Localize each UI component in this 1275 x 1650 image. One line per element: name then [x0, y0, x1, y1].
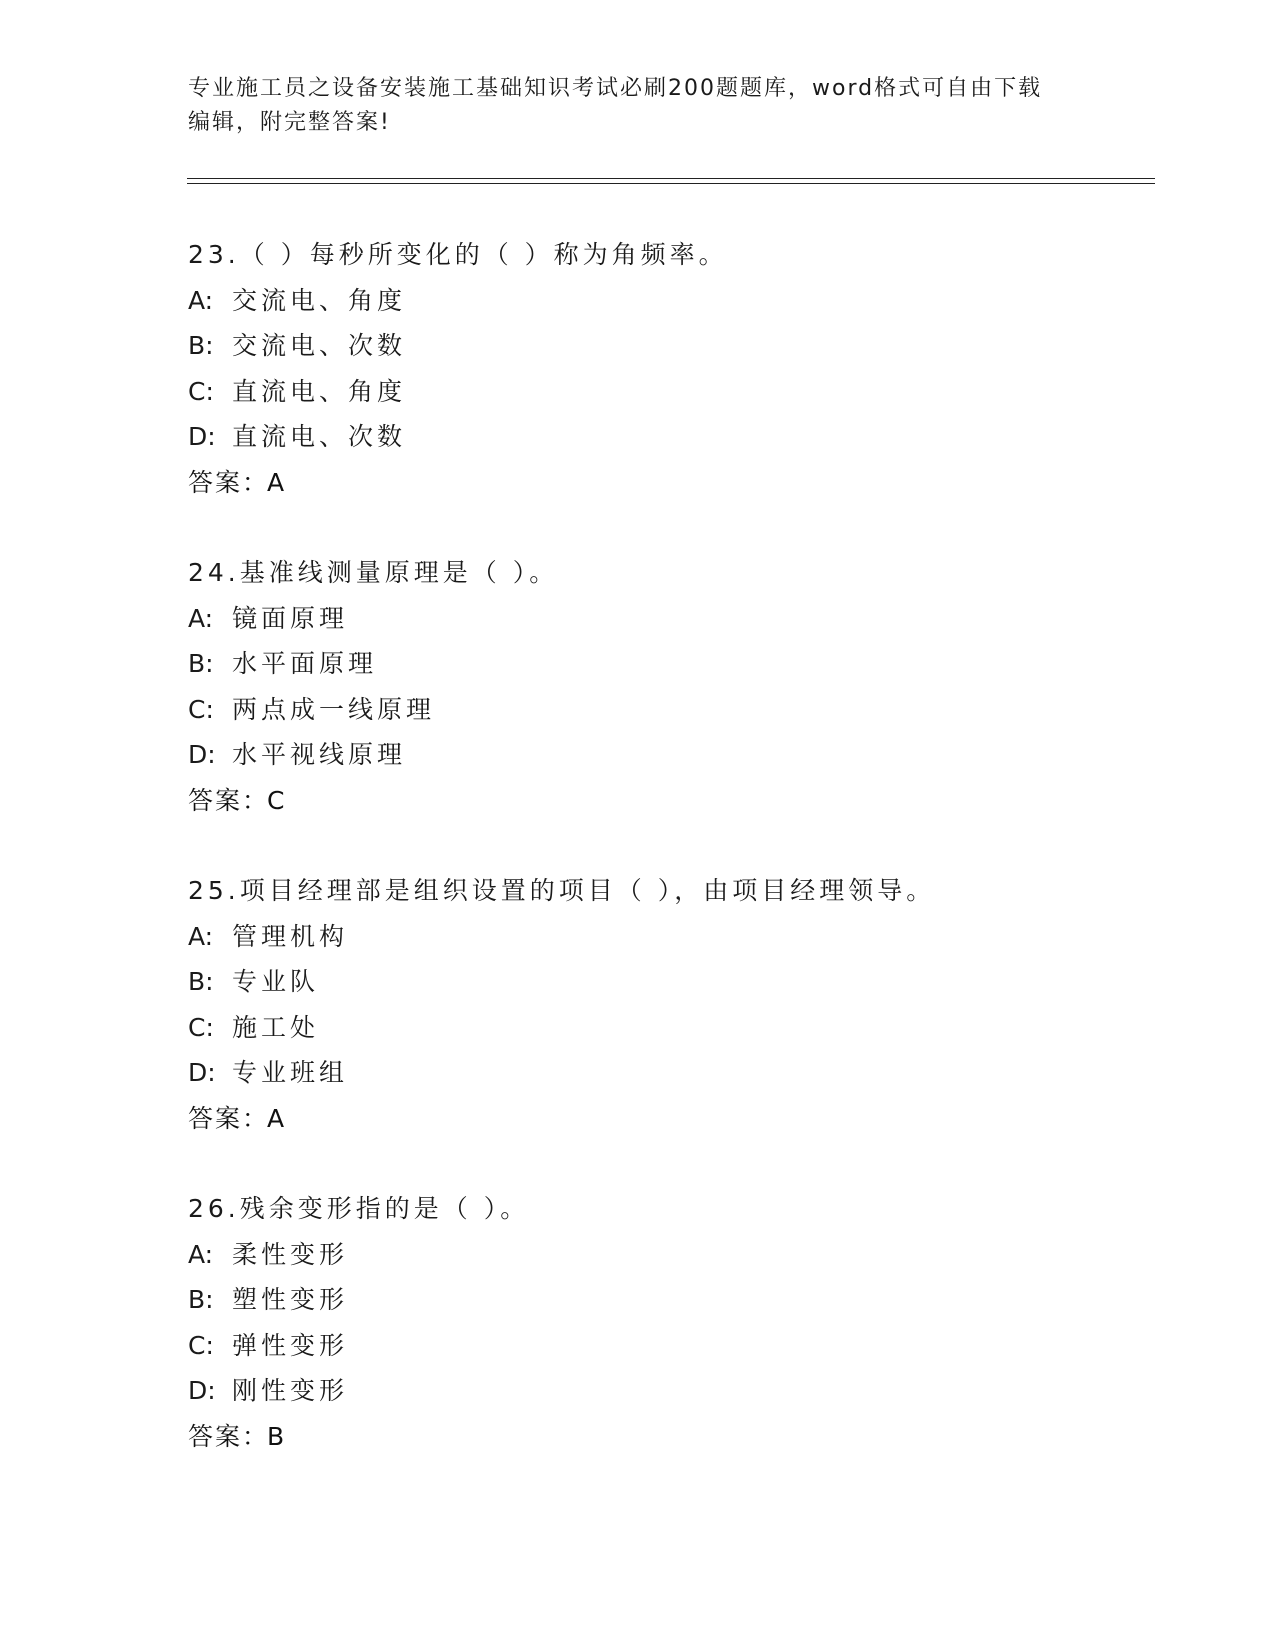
option-text: 管理机构	[232, 921, 349, 951]
option-d	[188, 1050, 1148, 1096]
answer-value: C	[267, 785, 285, 815]
answer-separator: ：	[242, 785, 268, 815]
option-text: 塑性变形	[232, 1285, 349, 1314]
option-text: 刚性变形	[232, 1376, 349, 1405]
question-23	[188, 232, 1148, 505]
answer-label: 答案	[188, 467, 243, 497]
option-letter: B:	[188, 1285, 214, 1314]
answer-line	[188, 778, 1148, 824]
option-text: 交流电、次数	[232, 331, 407, 360]
question-title: 24.基准线测量原理是（ ）。	[188, 558, 559, 587]
answer-separator: ：	[242, 467, 268, 497]
option-text: 镜面原理	[232, 603, 349, 633]
question-title: 25.项目经理部是组织设置的项目（ ），由项目经理领导。	[188, 876, 936, 905]
option-letter: A:	[188, 603, 214, 633]
option-b	[188, 641, 1148, 687]
option-letter: C:	[188, 1012, 214, 1042]
option-letter: D:	[188, 1376, 216, 1405]
option-text: 弹性变形	[232, 1330, 349, 1360]
option-letter: C:	[188, 1330, 214, 1360]
option-b	[188, 1277, 1148, 1323]
answer-label: 答案	[188, 785, 243, 815]
header-divider-bottom	[187, 183, 1155, 184]
header-line-1: 专业施工员之设备安装施工基础知识考试必刷200题题库，word格式可自由下载	[188, 76, 1043, 101]
question-title: 23.（ ）每秒所变化的（ ）称为角频率。	[188, 240, 728, 269]
option-text: 专业队	[232, 967, 320, 996]
option-letter: D:	[188, 422, 216, 451]
answer-line	[188, 1414, 1148, 1460]
option-text: 柔性变形	[232, 1239, 349, 1269]
option-d	[188, 1368, 1148, 1414]
option-letter: C:	[188, 694, 214, 724]
option-text: 两点成一线原理	[232, 694, 436, 724]
answer-value: A	[267, 1103, 285, 1133]
answer-label: 答案	[188, 1421, 243, 1451]
option-c	[188, 687, 1148, 733]
option-b	[188, 323, 1148, 369]
option-a	[188, 278, 1148, 324]
question-24	[188, 550, 1148, 823]
option-text: 水平面原理	[232, 649, 378, 678]
question-title: 26.残余变形指的是（ ）。	[188, 1194, 530, 1223]
option-text: 直流电、角度	[232, 376, 407, 406]
option-d	[188, 732, 1148, 778]
header-divider-top	[187, 178, 1155, 179]
option-letter: B:	[188, 967, 214, 996]
question-25	[188, 868, 1148, 1141]
answer-line	[188, 1096, 1148, 1142]
option-text: 交流电、角度	[232, 285, 407, 315]
option-text: 专业班组	[232, 1058, 349, 1087]
header-line-2: 编辑，附完整答案!	[188, 110, 391, 135]
option-text: 施工处	[232, 1012, 320, 1042]
answer-line	[188, 460, 1148, 506]
answer-value: B	[267, 1421, 285, 1451]
option-a	[188, 1232, 1148, 1278]
option-letter: C:	[188, 376, 214, 406]
option-c	[188, 1005, 1148, 1051]
option-b	[188, 959, 1148, 1005]
answer-separator: ：	[242, 1421, 268, 1451]
document-header	[188, 72, 1088, 140]
option-letter: B:	[188, 649, 214, 678]
answer-value: A	[267, 467, 285, 497]
option-letter: B:	[188, 331, 214, 360]
option-letter: D:	[188, 740, 216, 769]
option-a	[188, 914, 1148, 960]
option-letter: A:	[188, 285, 214, 315]
answer-separator: ：	[242, 1103, 268, 1133]
option-text: 水平视线原理	[232, 740, 407, 769]
option-letter: D:	[188, 1058, 216, 1087]
option-a	[188, 596, 1148, 642]
option-letter: A:	[188, 921, 214, 951]
option-letter: A:	[188, 1239, 214, 1269]
answer-label: 答案	[188, 1103, 243, 1133]
option-c	[188, 1323, 1148, 1369]
option-d	[188, 414, 1148, 460]
option-text: 直流电、次数	[232, 422, 407, 451]
option-c	[188, 369, 1148, 415]
question-26	[188, 1186, 1148, 1459]
